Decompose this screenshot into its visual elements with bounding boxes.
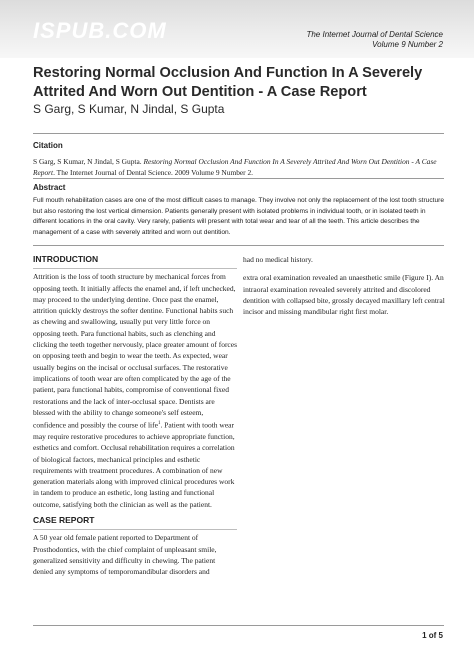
header-band: [0, 0, 474, 58]
journal-name: The Internet Journal of Dental Science: [306, 30, 443, 39]
case-report-paragraph: A 50 year old female patient reported to Department of Prosthodontics, with the chief complaint of unpleasant smile, generalized sensitivity and difficulty in chewing. The patient denied any symptoms of temporomandibular disorders and: [33, 533, 217, 577]
article-title: Restoring Normal Occlusion And Function In A Severely Attrited And Worn Out Dentition - A Case Report: [33, 65, 423, 100]
introduction-paragraph: Attrition is the loss of tooth structure by mechanical forces from opposing teeth. It initially affects the enamel and, if left unchecked, may proceed to the underlying dentine. Once past the enamel, attrition quickly destroys the softer dentine. Functional habits such as chewing and swallowing, usually put very little force on opposing teeth. Para functional habits, such as clenching and clicking the teeth together nervously, place greater amount of forces on opposing teeth and begin to wear the teeth. As expected, wear usually begins on the incisal or occlusal surfaces. The restorative implications of tooth wear are often complicated by the age of the patient, para functional habits, compromise of conventional fixed restorations and the lack of inter-occlusal space. Dentists are blessed with the ability to change someone's self esteem, confidence and possibly the course of life$^1$. Patient with tooth wear may require restorative procedures to achieve appropriate function, esthetics and comfort. Occlusal rehabilitation requires a correlation of biological factors, mechanical principles and esthetic requirements with treatment procedures. A combination of new generation materials along with improved clinical procedures work in tandem to produce an esthetic, long lasting and functional outcome, satisfying both the clinician as well as the patient.: [33, 272, 238, 509]
page-number: 1 of 5: [422, 631, 443, 640]
case-report-heading: CASE REPORT: [33, 515, 237, 530]
footer-divider: [33, 625, 444, 626]
left-column: [33, 254, 237, 578]
citation-authors: S Garg, S Kumar, N Jindal, S Gupta.: [33, 157, 142, 166]
volume-issue: Volume 9 Number 2: [372, 39, 443, 49]
divider: [33, 245, 444, 246]
case-report-paragraph-cont: had no medical history.: [243, 255, 313, 264]
citation-text: [33, 156, 444, 178]
abstract-text: Full mouth rehabilitation cases are one of the most difficult cases to manage. They involve not only the replacement of the lost tooth structure but also restoring the lost vertical dimension. Patients generally present with isolated problems in individual tooth, or in isolated teeth in different locations in the oral cavity. Very rarely, patients will present with total wear and tear of all the teeth. This article describes the management of a case with severely attrited and worn out dentition.: [33, 197, 444, 236]
divider: [33, 133, 444, 134]
citation-title: Restoring Normal Occlusion And Function In A Severely Attrited And Worn Out Dentition - A Case Report: [33, 157, 437, 177]
site-logo[interactable]: ISPUB.COM: [33, 18, 167, 43]
citation-source: . The Internet Journal of Dental Science. 2009 Volume 9 Number 2.: [53, 168, 254, 177]
journal-info: [306, 30, 443, 49]
abstract-heading: Abstract: [33, 183, 66, 192]
divider: [33, 178, 444, 179]
right-column: [243, 254, 447, 317]
case-report-paragraph-2: extra oral examination revealed an unaesthetic smile (Figure I). An intraoral examination revealed severely attrited and discolored dentition with collapsed bite, grossly decayed maxillary left central incisor and missing mandibular right first molar.: [243, 273, 445, 317]
citation-heading: Citation: [33, 141, 63, 150]
introduction-heading: INTRODUCTION: [33, 254, 237, 269]
article-authors: S Garg, S Kumar, N Jindal, S Gupta: [33, 102, 225, 116]
reference-marker[interactable]: 1: [157, 421, 161, 427]
